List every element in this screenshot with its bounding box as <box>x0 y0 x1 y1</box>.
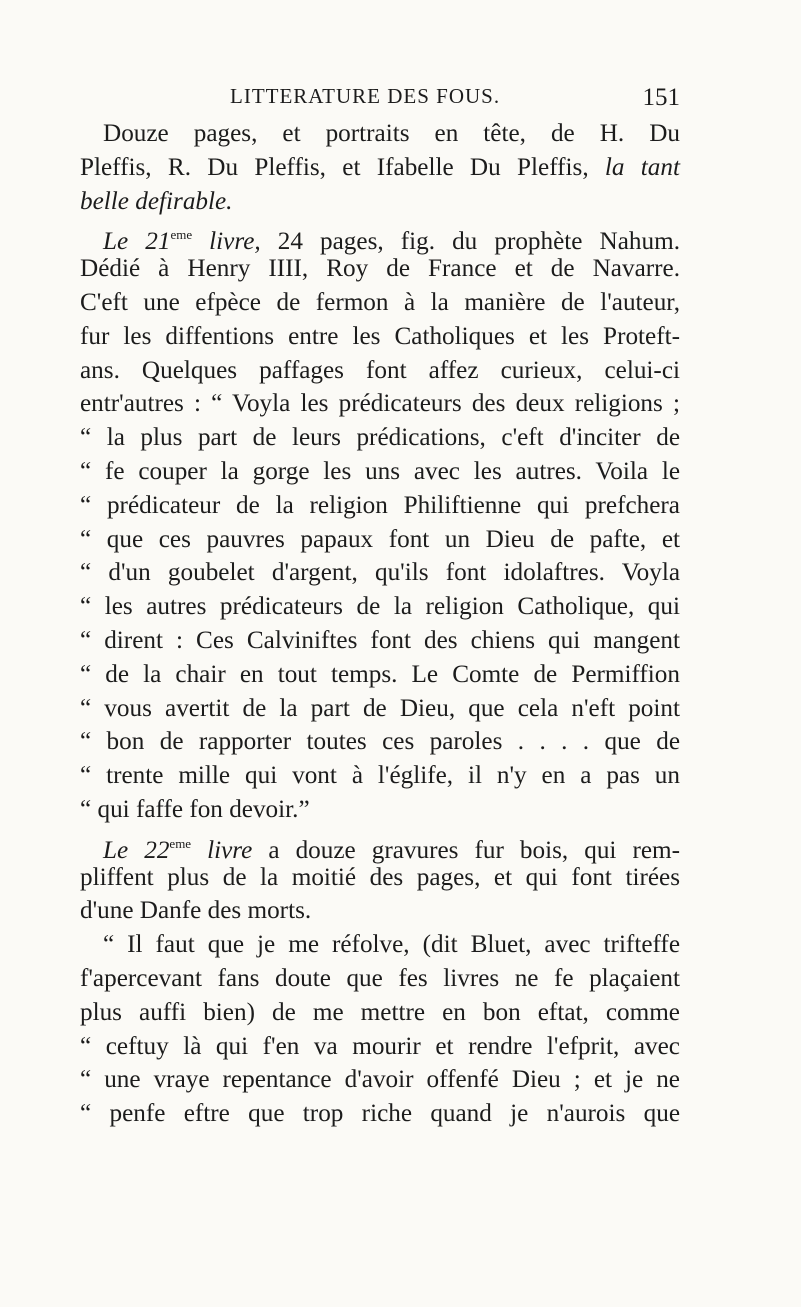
text-line: “ qui faffe fon devoir.” <box>80 795 310 823</box>
text-line: pliffent plus de la moitié des pages, et qui font tirées <box>80 863 680 891</box>
text-line: “ vous avertit de la part de Dieu, que cela n'eft point <box>80 694 680 722</box>
text-line: Dédié à Henry IIII, Roy de France et de Navarre. <box>80 255 680 283</box>
text-line: d'une Danfe des morts. <box>80 897 312 925</box>
text-line: ans. Quelques paffages font affez curieux, celui-ci <box>80 356 680 384</box>
text-line: “ d'un goubelet d'argent, qu'ils font idolaftres. Voyla <box>80 559 680 587</box>
body-text <box>80 117 680 1131</box>
text-line: Le 22eme livre a douze gravures fur bois, qui rem- <box>103 835 681 864</box>
text-line: Douze pages, et portraits en tête, de H. Du <box>103 120 680 147</box>
text-line: Le 21eme livre, 24 pages, fig. du prophète Nahum. <box>103 227 680 256</box>
text-line: entr'autres : “ Voyla les prédicateurs des deux religions ; <box>80 390 680 418</box>
text-line: “ prédicateur de la religion Philiftienne qui prefchera <box>80 491 680 519</box>
text-line: “ dirent : Ces Calviniftes font des chiens qui mangent <box>80 626 680 654</box>
text-line: belle defirable. <box>80 187 233 215</box>
text-line: f'apercevant fans doute que fes livres ne fe plaçaient <box>80 964 680 992</box>
text-line: “ fe couper la gorge les uns avec les autres. Voila le <box>80 457 680 485</box>
page-number: 151 <box>642 84 680 111</box>
text-line: Pleffis, R. Du Pleffis, et Ifabelle Du Pleffis, la tant <box>80 153 680 181</box>
running-head <box>100 84 680 114</box>
text-line: C'eft une efpèce de fermon à la manière de l'auteur, <box>80 288 680 316</box>
text-line: “ trente mille qui vont à l'églife, il n'y en a pas un <box>80 762 680 790</box>
text-line: “ de la chair en tout temps. Le Comte de Permiffion <box>80 660 680 688</box>
text-line: plus auffi bien) de me mettre en bon eftat, comme <box>80 998 680 1026</box>
text-line: “ la plus part de leurs prédications, c'eft d'inciter de <box>80 424 680 452</box>
text-line: “ penfe eftre que trop riche quand je n'aurois que <box>80 1100 680 1128</box>
text-line: “ les autres prédicateurs de la religion Catholique, qui <box>80 593 680 621</box>
text-line: fur les diffentions entre les Catholiques et les Proteft- <box>80 322 680 350</box>
text-line: “ une vraye repentance d'avoir offenfé Dieu ; et je ne <box>80 1066 680 1094</box>
text-line: “ bon de rapporter toutes ces paroles . . . . que de <box>80 728 680 756</box>
running-title: LITTERATURE DES FOUS. <box>230 84 501 108</box>
text-line: “ que ces pauvres papaux font un Dieu de pafte, et <box>80 525 680 553</box>
text-line: “ Il faut que je me réfolve, (dit Bluet, avec trifteffe <box>103 931 680 959</box>
text-line: “ ceftuy là qui f'en va mourir et rendre l'efprit, avec <box>80 1032 680 1060</box>
